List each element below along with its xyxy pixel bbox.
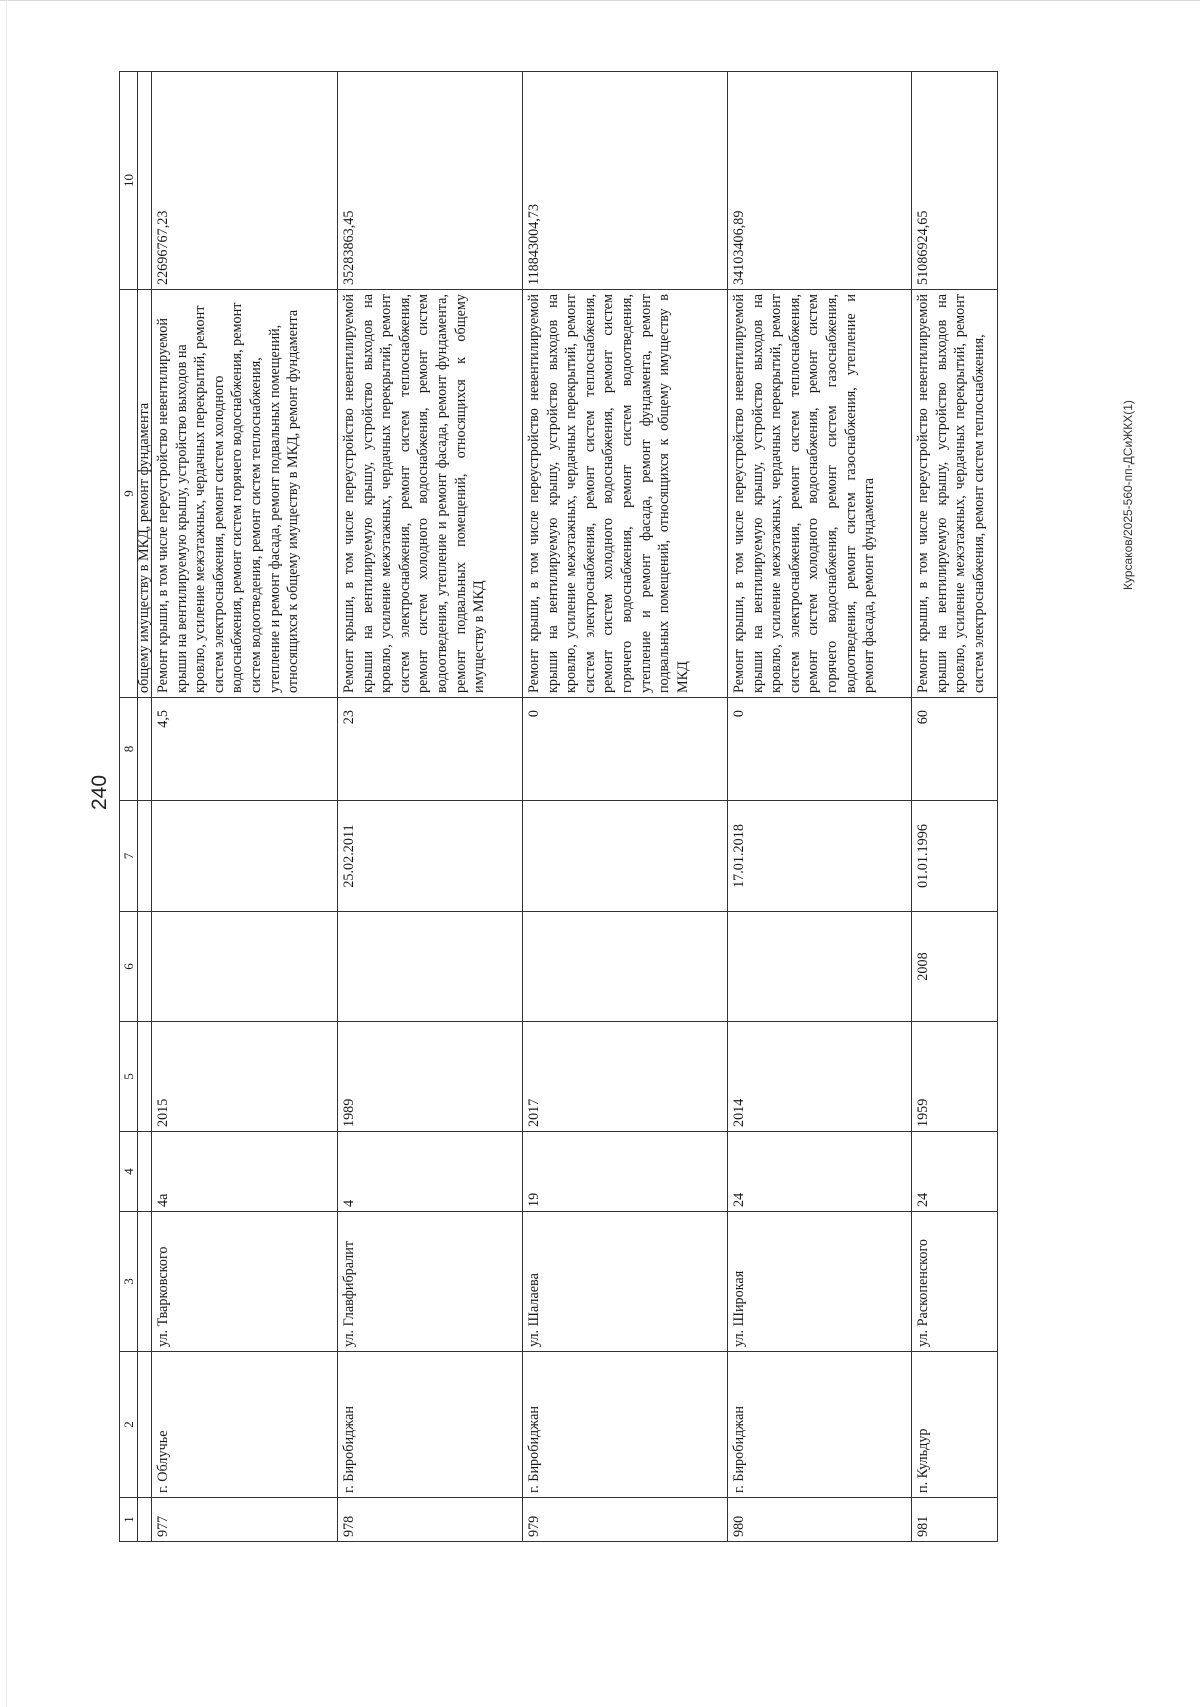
header-cell: 1 — [120, 1498, 138, 1542]
header-cell: 6 — [120, 912, 138, 1022]
row-number: 977 — [152, 1498, 338, 1542]
locality-cell: п. Кульдур — [912, 1352, 998, 1498]
header-row — [120, 72, 138, 1542]
col6-cell — [152, 912, 338, 1022]
cost-cell: 34103406,89 — [728, 72, 912, 290]
capital-repair-table — [119, 71, 998, 1542]
street-cell: ул. Шалаева — [523, 1212, 728, 1352]
house-cell: 4 — [338, 1132, 523, 1212]
col6-cell — [728, 912, 912, 1022]
scan-edge-left — [6, 0, 7, 1707]
continuation-row — [138, 72, 152, 1542]
table-row — [338, 72, 523, 1542]
date-cell: 17.01.2018 — [728, 801, 912, 912]
header-cell: 2 — [120, 1352, 138, 1498]
header-cell: 4 — [120, 1132, 138, 1212]
table-row — [523, 72, 728, 1542]
house-cell: 24 — [912, 1132, 998, 1212]
col6-cell: 2008 — [912, 912, 998, 1022]
locality-cell: г. Биробиджан — [523, 1352, 728, 1498]
header-cell: 9 — [120, 290, 138, 698]
street-cell: ул. Широкая — [728, 1212, 912, 1352]
row-number: 980 — [728, 1498, 912, 1542]
locality-cell: г. Биробиджан — [728, 1352, 912, 1498]
locality-cell: г. Облучье — [152, 1352, 338, 1498]
works-cell: Ремонт крыши, в том числе переустройство невентилируемой крыши на вентилируемую крышу, устройство выходов на кровлю, усиление межэтажных, чердачных перекрытий, ремонт систем электроснабжения, ремонт систем теплоснабжения, ремонт систем холодного водоснабжения, ремонт систем горячего водоснабжения, ремонт систем водоотведения, утепление и ремонт фасада, ремонт фундамента, ремонт подвальных помещений, относящихся к общему имуществу в МКД — [523, 290, 728, 698]
date-cell: 01.01.1996 — [912, 801, 998, 912]
table-row — [152, 72, 338, 1542]
year-built-cell: 1959 — [912, 1022, 998, 1132]
row-number: 979 — [523, 1498, 728, 1542]
table-row — [912, 72, 998, 1542]
page-number: 240 — [88, 774, 111, 810]
table-row — [728, 72, 912, 1542]
works-cell: Ремонт крыши, в том числе переустройство невентилируемой крыши на вентилируемую крышу, устройство выходов на кровлю, усиление межэтажных, чердачных перекрытий, ремонт систем электроснабжения, ремонт систем теплоснабжения, ремонт систем холодного водоснабжения, ремонт систем водоотведения, утепление и ремонт фасада, ремонт фундамента, ремонт подвальных помещений, относящихся к общему имуществу в МКД — [338, 290, 523, 698]
header-cell: 10 — [120, 72, 138, 290]
continuation-text: общему имуществу в МКД, ремонт фундамента — [138, 290, 152, 698]
row-number: 981 — [912, 1498, 998, 1542]
cost-cell: 118843004,73 — [523, 72, 728, 290]
header-cell: 5 — [120, 1022, 138, 1132]
row-number: 978 — [338, 1498, 523, 1542]
col6-cell — [338, 912, 523, 1022]
street-cell: ул. Тварковского — [152, 1212, 338, 1352]
date-cell: 25.02.2011 — [338, 801, 523, 912]
col8-cell: 0 — [523, 698, 728, 801]
works-cell: Ремонт крыши, в том числе переустройство невентилируемой крыши на вентилируемую крышу, устройство выходов на кровлю, усиление межэтажных, чердачных перекрытий, ремонт систем электроснабжения, ремонт систем теплоснабжения, ремонт систем холодного водоснабжения, ремонт систем горячего водоснабжения, ремонт систем газоснабжения, водоотведения, ремонт систем газоснабжения, утепление и ремонт фасада, ремонт фундамента — [728, 290, 912, 698]
house-cell: 4а — [152, 1132, 338, 1212]
header-cell: 8 — [120, 698, 138, 801]
works-cell: Ремонт крыши, в том числе переустройство невентилируемой крыши на вентилируемую крышу, устройство выходов на кровлю, усиление межэтажных, чердачных перекрытий, ремонт систем электроснабжения, ремонт систем холодного водоснабжения, ремонт систем горячего водоснабжения, ремонт систем водоотведения, ремонт систем теплоснабжения, утепление и ремонт фасада, ремонт подвальных помещений, относящихся к общему имуществу в МКД, ремонт фундамента — [152, 290, 338, 698]
scan-edge-top — [0, 0, 1200, 1]
rotated-table-container — [119, 72, 1095, 1542]
header-cell: 3 — [120, 1212, 138, 1352]
year-built-cell: 2014 — [728, 1022, 912, 1132]
street-cell: ул. Раскопенского — [912, 1212, 998, 1352]
cost-cell: 51086924,65 — [912, 72, 998, 290]
date-cell — [152, 801, 338, 912]
col6-cell — [523, 912, 728, 1022]
works-cell: Ремонт крыши, в том числе переустройство невентилируемой крыши на вентилируемую крышу, устройство выходов на кровлю, усиление межэтажных, чердачных перекрытий, ремонт систем электроснабжения, ремонт систем теплоснабжения, — [912, 290, 998, 698]
street-cell: ул. Главфибралит — [338, 1212, 523, 1352]
document-code: Курсаков/2025-560-пп-ДСиЖКХ(1) — [1121, 400, 1135, 590]
locality-cell: г. Биробиджан — [338, 1352, 523, 1498]
year-built-cell: 1989 — [338, 1022, 523, 1132]
year-built-cell: 2015 — [152, 1022, 338, 1132]
col8-cell: 0 — [728, 698, 912, 801]
house-cell: 19 — [523, 1132, 728, 1212]
cost-cell: 22696767,23 — [152, 72, 338, 290]
date-cell — [523, 801, 728, 912]
house-cell: 24 — [728, 1132, 912, 1212]
col8-cell: 60 — [912, 698, 998, 801]
year-built-cell: 2017 — [523, 1022, 728, 1132]
header-cell: 7 — [120, 801, 138, 912]
col8-cell: 23 — [338, 698, 523, 801]
cost-cell: 35283863,45 — [338, 72, 523, 290]
col8-cell: 4,5 — [152, 698, 338, 801]
